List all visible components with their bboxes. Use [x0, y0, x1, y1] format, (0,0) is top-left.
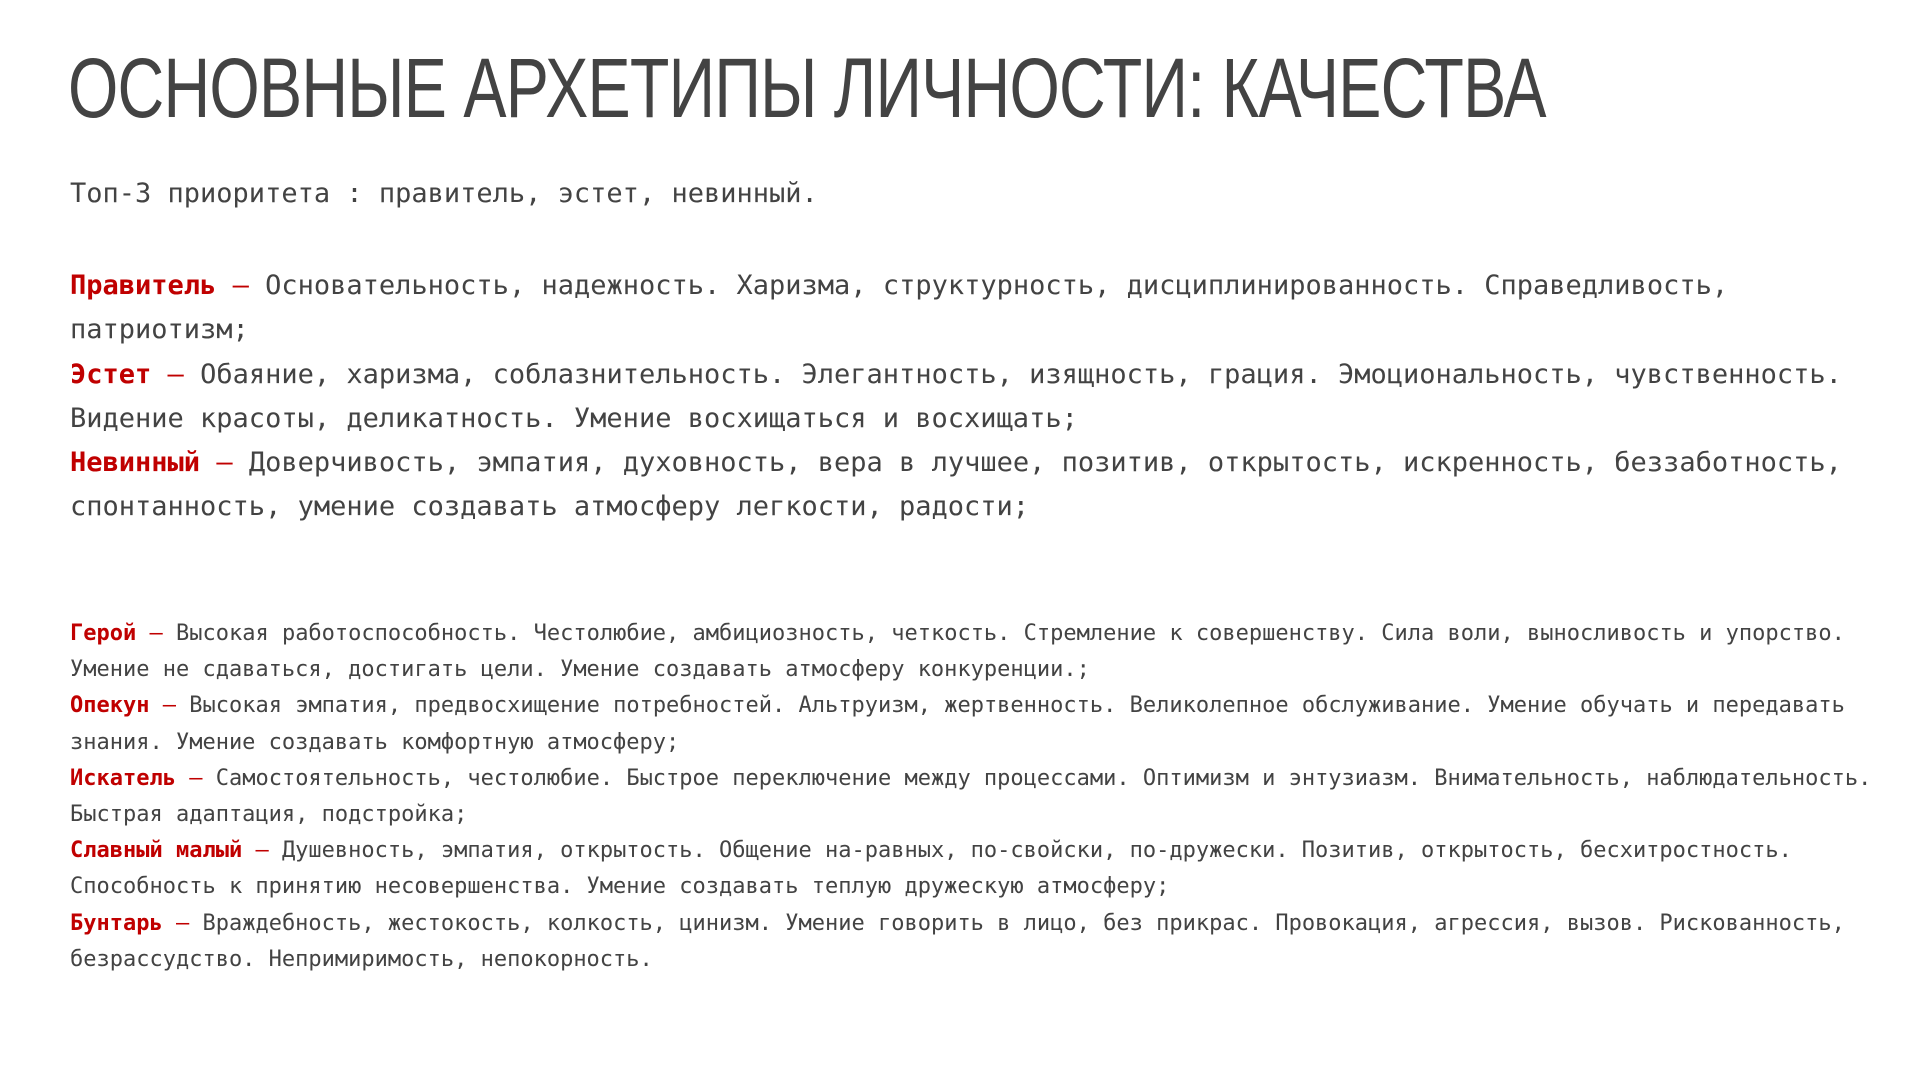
archetype-dash: –	[189, 765, 203, 791]
archetype-entry-hero	[70, 616, 1890, 688]
archetype-dash: –	[167, 358, 184, 390]
archetype-description: Основательность, надежность. Харизма, структурность, дисциплинированность. Справедливость, патриотизм;	[70, 270, 1729, 346]
archetype-entry-caregiver	[70, 688, 1890, 760]
archetype-dash: –	[175, 910, 190, 936]
archetype-entry-aesthete	[70, 353, 1870, 442]
archetype-description: Доверчивость, эмпатия, духовность, вера в лучшее, позитив, открытость, искренность, беззаботность, спонтанность, умение создавать атмосферу легкости, радости;	[70, 447, 1842, 523]
archetype-name: Правитель	[70, 270, 217, 301]
archetype-dash: –	[216, 447, 233, 479]
archetype-description: Враждебность, жестокость, колкость, цинизм. Умение говорить в лицо, без прикрас. Провокация, агрессия, вызов. Рискованность, безрассудство. Непримиримость, непокорность.	[70, 910, 1845, 972]
archetype-description: Обаяние, харизма, соблазнительность. Элегантность, изящность, грация. Эмоциональность, чувственность. Видение красоты, деликатность. Умение восхищаться и восхищать;	[70, 358, 1842, 434]
archetype-dash: –	[149, 621, 163, 646]
slide-title: ОСНОВНЫЕ АРХЕТИПЫ ЛИЧНОСТИ: КАЧЕСТВА	[68, 41, 1546, 135]
archetype-entry-innocent	[70, 441, 1870, 530]
archetype-name: Бунтарь	[70, 910, 163, 936]
archetype-name: Невинный	[70, 447, 201, 479]
archetype-description: Высокая работоспособность. Честолюбие, амбициозность, четкость. Стремление к совершенству. Сила воли, выносливость и упорство. Умение не сдаваться, достигать цели. Умение создавать атмосферу конкуренции.;	[70, 621, 1845, 683]
archetype-name: Герой	[70, 621, 137, 646]
archetype-name: Славный малый	[70, 838, 243, 864]
archetype-entry-explorer	[70, 761, 1890, 833]
archetype-entry-regular-guy	[70, 833, 1890, 905]
slide-subtitle: Топ-3 приоритета : правитель, эстет, невинный.	[70, 178, 818, 209]
archetype-entry-rebel	[70, 906, 1890, 978]
top-archetypes-list	[70, 264, 1870, 530]
archetype-entry-ruler	[70, 264, 1870, 353]
archetype-description: Самостоятельность, честолюбие. Быстрое переключение между процессами. Оптимизм и энтузиазм. Внимательность, наблюдательность. Быстрая адаптация, подстройка;	[70, 765, 1872, 828]
archetype-description: Душевность, эмпатия, открытость. Общение на-равных, по-свойски, по-дружески. Позитив, открытость, бесхитростность. Способность к принятию несовершенства. Умение создавать теплую дружескую атмосферу;	[70, 838, 1792, 900]
archetype-dash: –	[232, 270, 249, 301]
archetype-name: Эстет	[70, 358, 152, 390]
archetype-description: Высокая эмпатия, предвосхищение потребностей. Альтруизм, жертвенность. Великолепное обслуживание. Умение обучать и передавать знания. Умение создавать комфортную атмосферу;	[70, 693, 1845, 755]
archetype-dash: –	[162, 693, 176, 719]
archetype-name: Искатель	[70, 765, 176, 791]
other-archetypes-list	[70, 616, 1890, 978]
archetype-dash: –	[255, 838, 269, 864]
archetype-name: Опекун	[70, 693, 150, 719]
